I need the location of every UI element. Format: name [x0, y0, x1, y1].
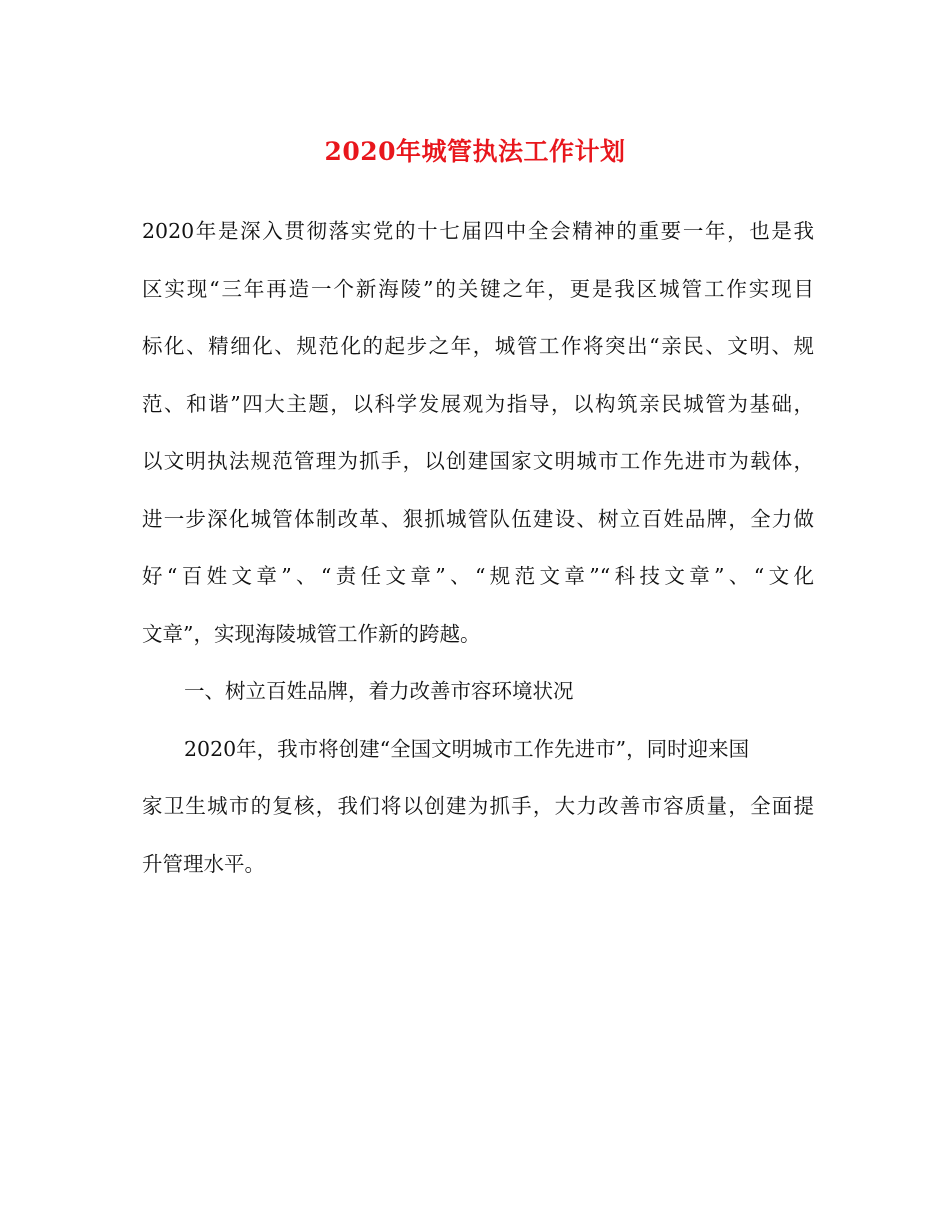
paragraph-line: 标化、精细化、规范化的起步之年，城管工作将突出“亲民、文明、规	[142, 334, 814, 358]
paragraph-line: 升管理水平。	[142, 851, 265, 876]
paragraph-intro	[142, 203, 814, 663]
paragraph-line: 好“百姓文章”、“责任文章”、“规范文章”“科技文章”、“文化	[142, 564, 814, 588]
document-title: 2020年城管执法工作计划	[324, 137, 626, 166]
section-heading	[142, 663, 814, 721]
paragraph-line: 区实现“三年再造一个新海陵”的关键之年，更是我区城管工作实现目	[142, 276, 814, 301]
paragraph-line: 2020年，我市将创建“全国文明城市工作先进市”，同时迎来国	[184, 736, 750, 761]
paragraph-line: 进一步深化城管体制改革、狠抓城管队伍建设、树立百姓品牌，全力做	[142, 506, 814, 531]
paragraph-line: 家卫生城市的复核，我们将以创建为抓手，大力改善市容质量，全面提	[142, 794, 814, 818]
paragraph-line: 以文明执法规范管理为抓手，以创建国家文明城市工作先进市为载体，	[142, 449, 814, 473]
paragraph-line: 2020年是深入贯彻落实党的十七届四中全会精神的重要一年，也是我	[142, 219, 814, 243]
document-body	[142, 203, 814, 893]
section-heading-text: 一、树立百姓品牌，着力改善市容环境状况	[184, 679, 574, 703]
paragraph-line: 范、和谐”四大主题，以科学发展观为指导，以构筑亲民城管为基础，	[142, 391, 814, 416]
paragraph-section-1	[142, 721, 814, 894]
paragraph-line: 文章”，实现海陵城管工作新的跨越。	[142, 621, 481, 646]
